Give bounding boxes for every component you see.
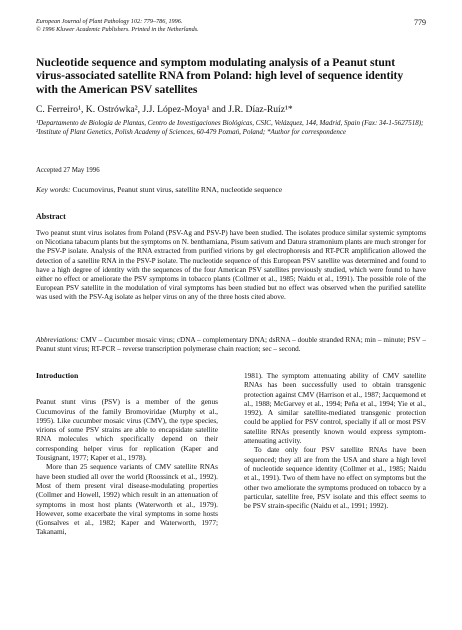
abstract-text: Two peanut stunt virus isolates from Poland (PSV-Ag and PSV-P) have been studied. The isolates produce similar systemic symptoms on Nicotiana tabacum plants but the symptoms on N. benthamiana, Pisum sativum and Datura stramonium plants are much stronger for the PSV-P isolate. Analysis of the RNA extracted from purified virions by gel electrophoresis and RT-PCR amplification allowed the detection of a satellite RNA in the PSV-P isolate. The nucleotide sequence of this European PSV satellite was determined and found to have a high degree of identity with the sequences of the four American PSV satellites previously studied, which were found to have either no effect or ameliorate the PSV symptoms in tobacco plants (Collmer et al., 1985; Naidu et al., 1991). The possible role of the European PSV satellite in the modulation of viral symptoms has been studied but no effect was observed when the purified satellite was used with the PSV-Ag isolate as helper virus on any of the three hosts cited above. [36, 229, 426, 302]
paragraph: 1981). The symptom attenuating ability of CMV satellite RNAs has been successfully used to obtain transgenic protection against CMV (Harrison et al., 1987; Jacquemond et al., 1988; McGarvey et al., 1994; Peña et al., 1994; Yie et al., 1992). A similar satellite-mediated transgenic protection could be applied for PSV control, specially if all or most PSV satellite RNAs presently known would express symptom-attenuating activity. [244, 371, 426, 446]
journal-citation: European Journal of Plant Pathology 102: 779–786, 1996. [36, 18, 183, 25]
introduction-heading: Introduction [36, 371, 79, 380]
keywords-label: Key words: [36, 185, 71, 194]
article-title: Nucleotide sequence and symptom modulating analysis of a Peanut stunt virus-associated satellite RNA from Poland: high level of sequence identity with the American PSV satellites [36, 56, 404, 96]
journal-copyright: © 1996 Kluwer Academic Publishers. Printed in the Netherlands. [36, 26, 199, 33]
accepted-date: Accepted 27 May 1996 [36, 167, 100, 174]
abbreviations-label: Abbreviations: [36, 336, 79, 344]
page-number: 779 [414, 18, 426, 27]
author-list: C. Ferreiro¹, K. Ostrówka², J.J. López-Moya¹ and J.R. Díaz-Ruíz¹* [36, 104, 293, 115]
abstract-heading: Abstract [36, 212, 66, 221]
journal-header [36, 18, 199, 34]
left-column [36, 371, 218, 537]
keywords-text: Cucumovirus, Peanut stunt virus, satellite RNA, nucleotide sequence [72, 185, 283, 194]
paragraph: Peanut stunt virus (PSV) is a member of the genus Cucumovirus of the family Bromoviridae (Murphy et al., 1995). Like cucumber mosaic virus (CMV), the type species, virions of some PSV strains are able to encapsidate satellite RNA molecules which specifically depend on their corresponding helper virus for replication (Kaper and Tousignant, 1977; Kaper et al., 1978). [36, 397, 218, 463]
paragraph: To date only four PSV satellite RNAs have been sequenced; they all are from the USA and share a high level of nucleotide sequence identity (Collmer et al., 1985; Naidu et al., 1991). Two of them have no effect on symptoms but the other two ameliorate the symptoms produced on tobacco by a particular, satellite free, PSV isolate and this effect seems to be PSV strain-specific (Naidu et al., 1991; 1992). [244, 445, 426, 511]
abbreviations-text: CMV – Cucumber mosaic virus; cDNA – complementary DNA; dsRNA – double stranded RNA; min – minute; PSV – Peanut stunt virus; RT-PCR – reverse transcription polymerase chain reaction; sec – second. [36, 336, 426, 354]
right-column [244, 371, 426, 510]
keywords [36, 185, 426, 194]
abbreviations [36, 336, 426, 354]
affiliations: ¹Departamento de Biología de Plantas, Centro de Investigaciones Biológicas, CSIC, Velázquez, 144, Madrid, Spain (Fax: 34-1-5627518); ²Institute of Plant Genetics, Polish Academy of Sciences, 60-479 Poznań, Poland; *Author for correspondence [36, 119, 424, 136]
paragraph: More than 25 sequence variants of CMV satellite RNAs have been studied all over the world (Roossinck et al., 1992). Most of them present viral disease-modulating properties (Collmer and Howell, 1992) which result in an attenuation of symptoms in most host plants (Waterworth et al., 1979). However, some exacerbate the viral symptoms in some hosts (Gonsalves et al., 1982; Kaper and Waterworth, 1977; Takanami, [36, 462, 218, 537]
